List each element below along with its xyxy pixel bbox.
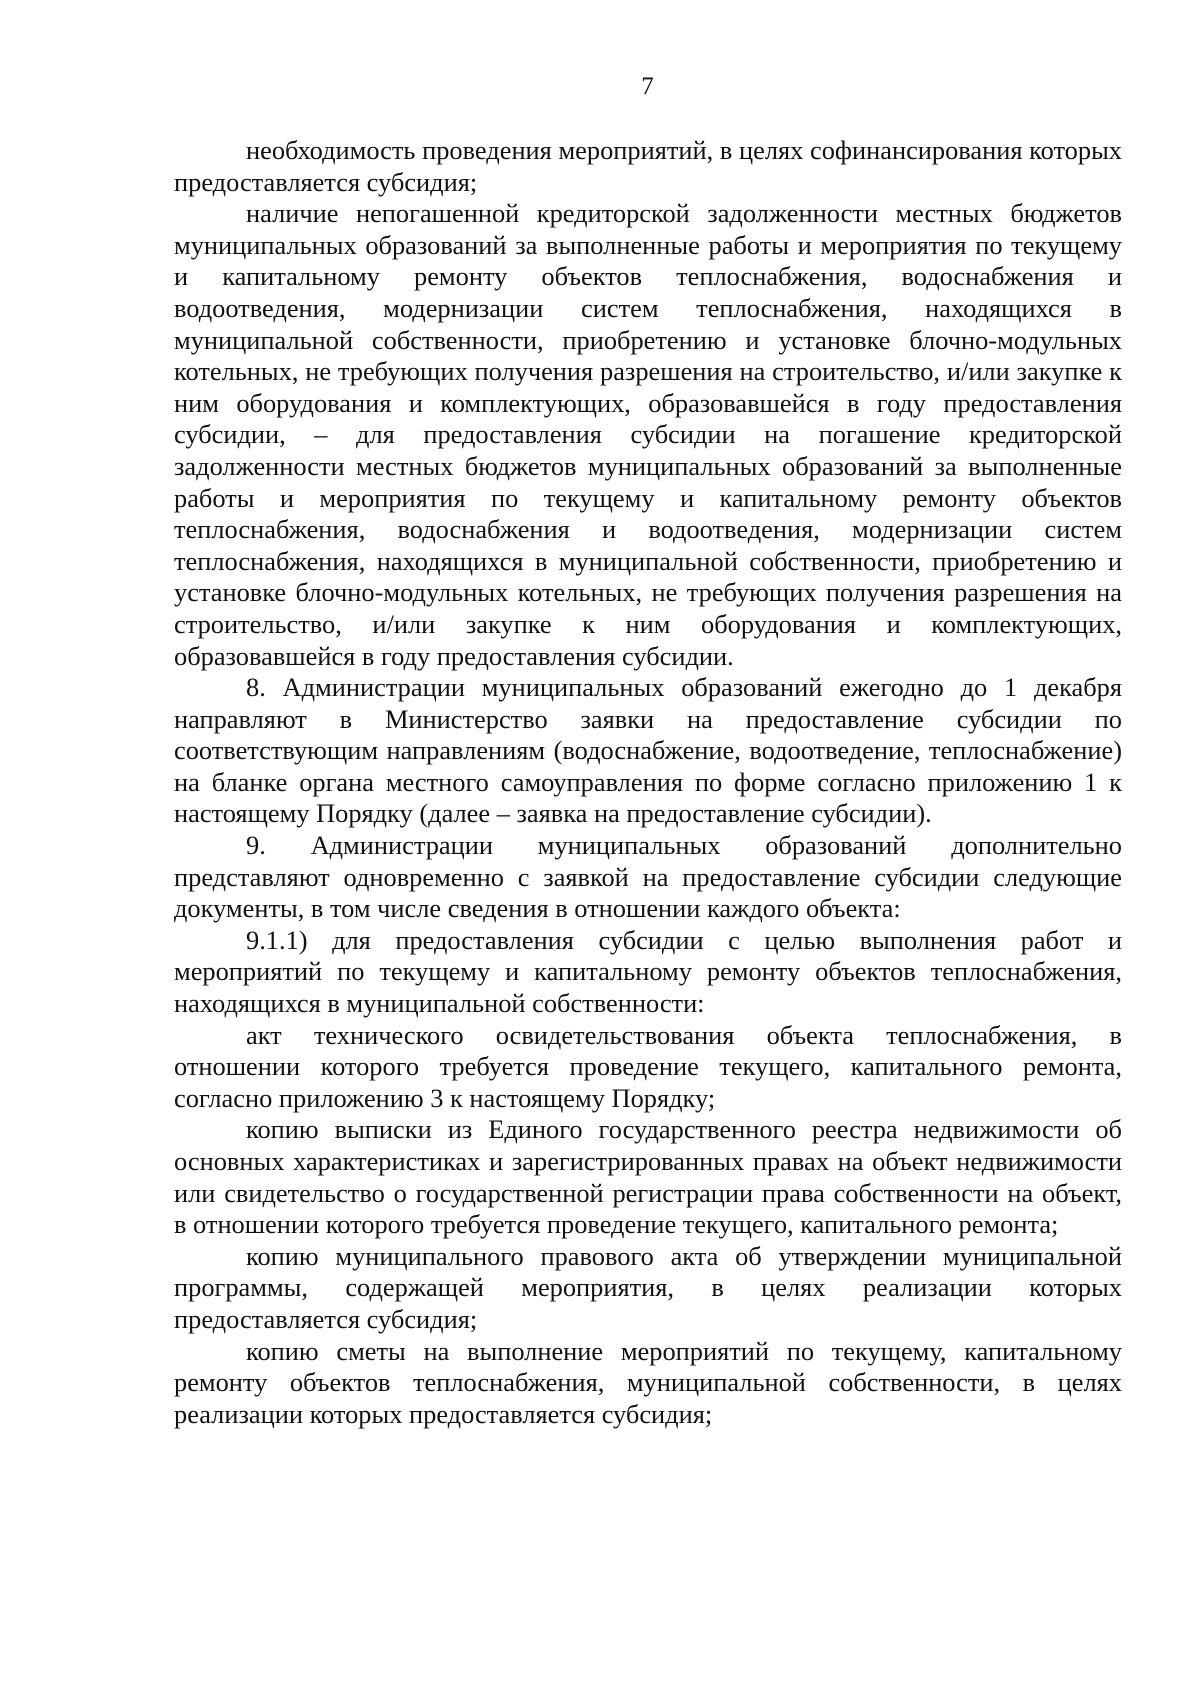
document-body	[174, 135, 1122, 1430]
paragraph-clause-9: 9. Администрации муниципальных образований дополнительно представляют одновременно с заявкой на предоставление субсидии следующие документы, в том числе сведения в отношении каждого объекта:	[174, 830, 1122, 924]
paragraph-inspection-act: акт технического освидетельствования объекта теплоснабжения, в отношении которого требуется проведение текущего, капитального ремонта, согласно приложению 3 к настоящему Порядку;	[174, 1019, 1122, 1113]
page-number: 7	[641, 73, 654, 100]
paragraph-cost-estimate: копию сметы на выполнение мероприятий по текущему, капитальному ремонту объектов теплоснабжения, муниципальной собственности, в целях реализации которых предоставляется субсидия;	[174, 1335, 1122, 1429]
paragraph-debt-condition: наличие непогашенной кредиторской задолженности местных бюджетов муниципальных образований за выполненные работы и мероприятия по текущему и капитальному ремонту объектов теплоснабжения, водоснабжения и водоотведения, модернизации систем теплоснабжения, находящихся в муниципальной собственности, приобретению и установке блочно-модульных котельных, не требующих получения разрешения на строительство, и/или закупке к ним оборудования и комплектующих, образовавшейся в году предоставления субсидии, – для предоставления субсидии на погашение кредиторской задолженности местных бюджетов муниципальных образований за выполненные работы и мероприятия по текущему и капитальному ремонту объектов теплоснабжения, водоснабжения и водоотведения, модернизации систем теплоснабжения, находящихся в муниципальной собственности, приобретению и установке блочно-модульных котельных, не требующих получения разрешения на строительство, и/или закупке к ним оборудования и комплектующих, образовавшейся в году предоставления субсидии.	[174, 198, 1122, 671]
paragraph-municipal-program: копию муниципального правового акта об утверждении муниципальной программы, содержащей мероприятия, в целях реализации которых предоставляется субсидия;	[174, 1240, 1122, 1334]
paragraph-registry-extract: копию выписки из Единого государственного реестра недвижимости об основных характеристиках и зарегистрированных правах на объект недвижимости или свидетельство о государственной регистрации права собственности на объект, в отношении которого требуется проведение текущего, капитального ремонта;	[174, 1114, 1122, 1240]
paragraph-clause-9-1-1: 9.1.1) для предоставления субсидии с целью выполнения работ и мероприятий по текущему и капитальному ремонту объектов теплоснабжения, находящихся в муниципальной собственности:	[174, 924, 1122, 1019]
paragraph-necessity: необходимость проведения мероприятий, в целях софинансирования которых предоставляется субсидия;	[174, 135, 1122, 197]
paragraph-clause-8: 8. Администрации муниципальных образований ежегодно до 1 декабря направляют в Министерство заявки на предоставление субсидии по соответствующим направлениям (водоснабжение, водоотведение, теплоснабжение) на бланке органа местного самоуправления по форме согласно приложению 1 к настоящему Порядку (далее – заявка на предоставление субсидии).	[174, 672, 1122, 829]
